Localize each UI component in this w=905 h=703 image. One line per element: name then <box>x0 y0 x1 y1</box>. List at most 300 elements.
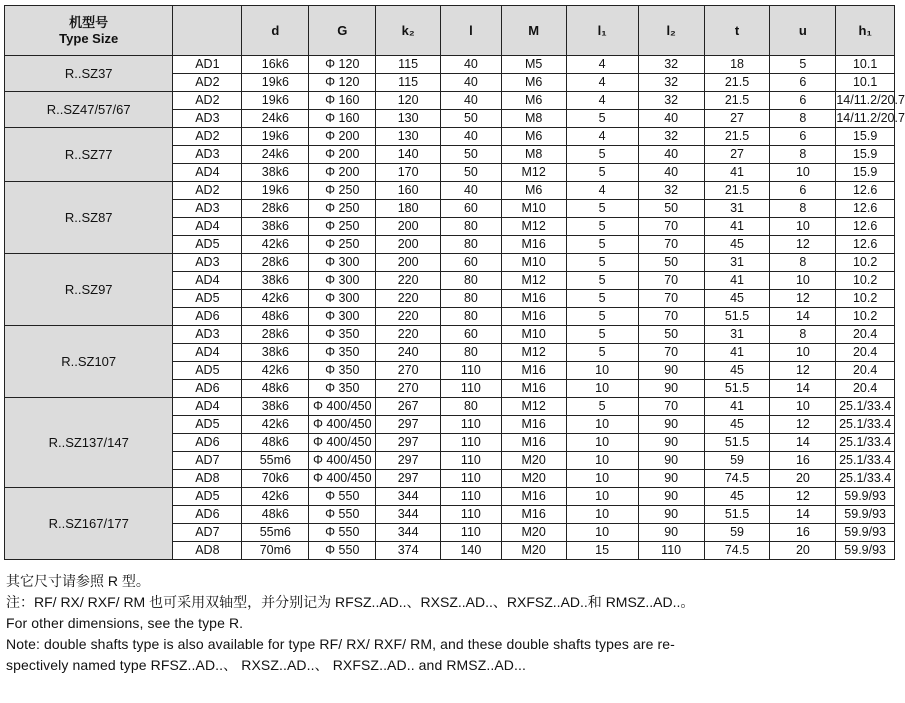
cell-g: Φ 350 <box>309 380 376 398</box>
cell-l2: 70 <box>638 308 704 326</box>
cell-d: 48k6 <box>242 308 309 326</box>
cell-u: 8 <box>770 110 836 128</box>
cell-h1: 12.6 <box>836 200 895 218</box>
cell-t: 21.5 <box>704 92 770 110</box>
cell-h1: 59.9/93 <box>836 524 895 542</box>
cell-h1: 12.6 <box>836 218 895 236</box>
cell-t: 74.5 <box>704 470 770 488</box>
cell-k2: 297 <box>376 452 441 470</box>
cell-l1: 10 <box>566 506 638 524</box>
cell-l1: 5 <box>566 164 638 182</box>
cell-t: 45 <box>704 416 770 434</box>
cell-g: Φ 550 <box>309 506 376 524</box>
cell-g: Φ 300 <box>309 254 376 272</box>
cell-l: 80 <box>441 236 502 254</box>
cell-g: Φ 160 <box>309 110 376 128</box>
cell-l1: 10 <box>566 434 638 452</box>
cell-d: 38k6 <box>242 344 309 362</box>
cell-l: 80 <box>441 272 502 290</box>
cell-variant: AD7 <box>173 524 242 542</box>
cell-l1: 10 <box>566 488 638 506</box>
cell-t: 51.5 <box>704 434 770 452</box>
col-header-l: l <box>441 6 502 56</box>
cell-d: 55m6 <box>242 452 309 470</box>
cell-l1: 4 <box>566 92 638 110</box>
cell-u: 8 <box>770 326 836 344</box>
cell-k2: 180 <box>376 200 441 218</box>
cell-u: 8 <box>770 254 836 272</box>
cell-l: 110 <box>441 524 502 542</box>
cell-d: 19k6 <box>242 182 309 200</box>
cell-k2: 140 <box>376 146 441 164</box>
dimensions-table <box>4 5 905 560</box>
cell-t: 51.5 <box>704 506 770 524</box>
cell-l2: 90 <box>638 434 704 452</box>
cell-h1: 25.1/33.4 <box>836 398 895 416</box>
cell-m: M12 <box>501 398 566 416</box>
cell-u: 6 <box>770 74 836 92</box>
cell-k2: 220 <box>376 290 441 308</box>
note-en-other-dimensions: For other dimensions, see the type R. <box>6 615 244 631</box>
cell-m: M12 <box>501 344 566 362</box>
cell-d: 70m6 <box>242 542 309 560</box>
cell-h1: 25.1/33.4 <box>836 470 895 488</box>
note-en-double-shaft-line2: spectively named type RFSZ..AD..、 RXSZ..AD..、 RXFSZ..AD.. and RMSZ..AD... <box>6 657 526 673</box>
cell-m: M16 <box>501 362 566 380</box>
cell-variant: AD5 <box>173 362 242 380</box>
cell-l: 110 <box>441 434 502 452</box>
cell-g: Φ 350 <box>309 344 376 362</box>
col-header-l2: l₂ <box>638 6 704 56</box>
cell-g: Φ 250 <box>309 218 376 236</box>
col-header-g: G <box>309 6 376 56</box>
cell-l2: 90 <box>638 416 704 434</box>
table-row <box>5 398 895 416</box>
col-header-l1: l₁ <box>566 6 638 56</box>
cell-l1: 5 <box>566 308 638 326</box>
cell-t: 31 <box>704 254 770 272</box>
cell-k2: 270 <box>376 362 441 380</box>
cell-h1: 12.6 <box>836 182 895 200</box>
cell-m: M6 <box>501 128 566 146</box>
table-row <box>5 488 895 506</box>
cell-d: 42k6 <box>242 362 309 380</box>
cell-t: 21.5 <box>704 128 770 146</box>
type-size-cell: R..SZ77 <box>5 128 173 182</box>
cell-l: 110 <box>441 416 502 434</box>
notes <box>6 571 896 676</box>
cell-l: 140 <box>441 542 502 560</box>
cell-variant: AD4 <box>173 218 242 236</box>
cell-variant: AD6 <box>173 506 242 524</box>
cell-l2: 90 <box>638 380 704 398</box>
cell-d: 28k6 <box>242 254 309 272</box>
cell-m: M6 <box>501 92 566 110</box>
cell-l: 110 <box>441 452 502 470</box>
cell-l1: 5 <box>566 272 638 290</box>
cell-h1: 15.9 <box>836 146 895 164</box>
cell-g: Φ 350 <box>309 326 376 344</box>
cell-g: Φ 250 <box>309 182 376 200</box>
cell-h1: 20.4 <box>836 326 895 344</box>
cell-u: 6 <box>770 128 836 146</box>
cell-d: 24k6 <box>242 110 309 128</box>
cell-variant: AD6 <box>173 380 242 398</box>
header-row <box>5 6 895 56</box>
cell-variant: AD1 <box>173 56 242 74</box>
cell-l: 60 <box>441 326 502 344</box>
cell-m: M16 <box>501 290 566 308</box>
cell-variant: AD2 <box>173 92 242 110</box>
cell-h1: 10.1 <box>836 74 895 92</box>
cell-d: 38k6 <box>242 164 309 182</box>
note-en-double-shaft-line1: Note: double shafts type is also available for type RF/ RX/ RXF/ RM, and these double shafts types are re- <box>6 636 675 652</box>
cell-variant: AD6 <box>173 308 242 326</box>
cell-m: M10 <box>501 200 566 218</box>
col-header-d: d <box>242 6 309 56</box>
cell-l: 80 <box>441 344 502 362</box>
cell-l: 40 <box>441 128 502 146</box>
cell-l2: 32 <box>638 56 704 74</box>
cell-d: 38k6 <box>242 272 309 290</box>
variant-header <box>173 6 242 56</box>
cell-m: M12 <box>501 272 566 290</box>
cell-l1: 5 <box>566 218 638 236</box>
cell-k2: 220 <box>376 272 441 290</box>
cell-m: M20 <box>501 452 566 470</box>
cell-h1: 15.9 <box>836 128 895 146</box>
cell-h1: 25.1/33.4 <box>836 434 895 452</box>
cell-l2: 50 <box>638 200 704 218</box>
cell-l1: 10 <box>566 524 638 542</box>
cell-l1: 5 <box>566 398 638 416</box>
cell-d: 42k6 <box>242 290 309 308</box>
cell-m: M6 <box>501 74 566 92</box>
cell-l1: 10 <box>566 452 638 470</box>
cell-d: 48k6 <box>242 380 309 398</box>
cell-d: 42k6 <box>242 236 309 254</box>
cell-t: 27 <box>704 146 770 164</box>
cell-l1: 5 <box>566 146 638 164</box>
cell-g: Φ 200 <box>309 128 376 146</box>
cell-l1: 4 <box>566 56 638 74</box>
cell-l1: 10 <box>566 416 638 434</box>
cell-variant: AD8 <box>173 542 242 560</box>
cell-k2: 200 <box>376 254 441 272</box>
cell-variant: AD2 <box>173 74 242 92</box>
cell-l1: 5 <box>566 200 638 218</box>
cell-l1: 5 <box>566 236 638 254</box>
cell-variant: AD5 <box>173 290 242 308</box>
cell-variant: AD4 <box>173 344 242 362</box>
cell-t: 41 <box>704 272 770 290</box>
cell-l1: 4 <box>566 128 638 146</box>
cell-u: 20 <box>770 542 836 560</box>
cell-k2: 267 <box>376 398 441 416</box>
cell-g: Φ 400/450 <box>309 416 376 434</box>
cell-u: 16 <box>770 452 836 470</box>
cell-u: 10 <box>770 272 836 290</box>
cell-h1: 59.9/93 <box>836 488 895 506</box>
cell-l2: 40 <box>638 164 704 182</box>
cell-l1: 5 <box>566 290 638 308</box>
cell-m: M10 <box>501 254 566 272</box>
cell-l1: 4 <box>566 74 638 92</box>
cell-g: Φ 250 <box>309 236 376 254</box>
cell-h1: 20.4 <box>836 380 895 398</box>
cell-g: Φ 300 <box>309 272 376 290</box>
cell-h1: 14/11.2/20.7 <box>836 110 895 128</box>
cell-m: M20 <box>501 524 566 542</box>
cell-l2: 40 <box>638 110 704 128</box>
cell-h1: 59.9/93 <box>836 506 895 524</box>
cell-t: 45 <box>704 488 770 506</box>
cell-u: 14 <box>770 308 836 326</box>
cell-g: Φ 400/450 <box>309 434 376 452</box>
note-cn-double-shaft: 注：RF/ RX/ RXF/ RM 也可采用双轴型，并分别记为 RFSZ..AD..、RXSZ..AD..、RXFSZ..AD..和 RMSZ..AD..。 <box>6 594 695 610</box>
cell-g: Φ 400/450 <box>309 398 376 416</box>
cell-variant: AD2 <box>173 182 242 200</box>
cell-t: 21.5 <box>704 182 770 200</box>
cell-g: Φ 550 <box>309 488 376 506</box>
type-size-cell: R..SZ107 <box>5 326 173 398</box>
cell-variant: AD5 <box>173 416 242 434</box>
cell-u: 10 <box>770 344 836 362</box>
cell-t: 31 <box>704 326 770 344</box>
cell-l1: 5 <box>566 110 638 128</box>
cell-d: 16k6 <box>242 56 309 74</box>
cell-t: 45 <box>704 236 770 254</box>
type-size-cell: R..SZ87 <box>5 182 173 254</box>
cell-l: 110 <box>441 470 502 488</box>
table-body <box>5 56 905 560</box>
cell-u: 16 <box>770 524 836 542</box>
cell-m: M5 <box>501 56 566 74</box>
cell-u: 12 <box>770 416 836 434</box>
cell-variant: AD3 <box>173 146 242 164</box>
cell-g: Φ 120 <box>309 74 376 92</box>
cell-variant: AD3 <box>173 110 242 128</box>
cell-m: M20 <box>501 542 566 560</box>
cell-l1: 10 <box>566 380 638 398</box>
cell-h1: 25.1/33.4 <box>836 452 895 470</box>
cell-l2: 110 <box>638 542 704 560</box>
cell-l2: 90 <box>638 452 704 470</box>
col-header-h1: h₁ <box>836 6 895 56</box>
cell-d: 48k6 <box>242 434 309 452</box>
cell-l1: 10 <box>566 470 638 488</box>
cell-g: Φ 200 <box>309 146 376 164</box>
cell-k2: 297 <box>376 416 441 434</box>
cell-m: M12 <box>501 164 566 182</box>
type-size-cell: R..SZ167/177 <box>5 488 173 560</box>
cell-m: M16 <box>501 506 566 524</box>
cell-l: 110 <box>441 362 502 380</box>
cell-h1: 59.9/93 <box>836 542 895 560</box>
cell-t: 18 <box>704 56 770 74</box>
cell-l: 110 <box>441 506 502 524</box>
cell-h1: 10.1 <box>836 56 895 74</box>
cell-k2: 130 <box>376 110 441 128</box>
cell-d: 28k6 <box>242 326 309 344</box>
cell-l2: 90 <box>638 470 704 488</box>
cell-l2: 70 <box>638 218 704 236</box>
cell-m: M8 <box>501 146 566 164</box>
cell-g: Φ 550 <box>309 524 376 542</box>
cell-k2: 374 <box>376 542 441 560</box>
cell-l: 40 <box>441 74 502 92</box>
cell-d: 38k6 <box>242 218 309 236</box>
cell-k2: 344 <box>376 506 441 524</box>
cell-u: 10 <box>770 398 836 416</box>
cell-d: 55m6 <box>242 524 309 542</box>
cell-k2: 220 <box>376 326 441 344</box>
cell-variant: AD5 <box>173 488 242 506</box>
cell-h1: 20.4 <box>836 362 895 380</box>
cell-t: 59 <box>704 524 770 542</box>
cell-d: 24k6 <box>242 146 309 164</box>
cell-g: Φ 400/450 <box>309 470 376 488</box>
cell-m: M16 <box>501 434 566 452</box>
cell-d: 19k6 <box>242 74 309 92</box>
col-header-m: M <box>501 6 566 56</box>
cell-variant: AD4 <box>173 164 242 182</box>
cell-t: 27 <box>704 110 770 128</box>
type-size-cell: R..SZ97 <box>5 254 173 326</box>
type-size-cell: R..SZ37 <box>5 56 173 92</box>
cell-u: 14 <box>770 380 836 398</box>
cell-u: 12 <box>770 488 836 506</box>
cell-variant: AD3 <box>173 200 242 218</box>
cell-t: 45 <box>704 362 770 380</box>
cell-k2: 170 <box>376 164 441 182</box>
cell-k2: 120 <box>376 92 441 110</box>
cell-variant: AD3 <box>173 326 242 344</box>
cell-h1: 10.2 <box>836 272 895 290</box>
cell-l: 80 <box>441 290 502 308</box>
cell-t: 51.5 <box>704 380 770 398</box>
cell-l: 80 <box>441 398 502 416</box>
cell-l: 110 <box>441 380 502 398</box>
cell-t: 31 <box>704 200 770 218</box>
cell-t: 41 <box>704 344 770 362</box>
cell-variant: AD5 <box>173 236 242 254</box>
cell-l2: 90 <box>638 524 704 542</box>
cell-l: 110 <box>441 488 502 506</box>
cell-l: 60 <box>441 200 502 218</box>
cell-g: Φ 120 <box>309 56 376 74</box>
cell-l2: 90 <box>638 488 704 506</box>
cell-u: 14 <box>770 506 836 524</box>
cell-u: 6 <box>770 182 836 200</box>
cell-l: 50 <box>441 164 502 182</box>
cell-l: 40 <box>441 56 502 74</box>
cell-l2: 50 <box>638 254 704 272</box>
cell-t: 59 <box>704 452 770 470</box>
cell-d: 48k6 <box>242 506 309 524</box>
table-row <box>5 128 895 146</box>
cell-g: Φ 250 <box>309 200 376 218</box>
cell-l: 40 <box>441 182 502 200</box>
type-size-header <box>5 6 173 56</box>
cell-m: M10 <box>501 326 566 344</box>
cell-h1: 25.1/33.4 <box>836 416 895 434</box>
cell-m: M16 <box>501 488 566 506</box>
cell-l2: 70 <box>638 236 704 254</box>
cell-g: Φ 160 <box>309 92 376 110</box>
cell-l2: 90 <box>638 506 704 524</box>
cell-h1: 15.9 <box>836 164 895 182</box>
col-header-t: t <box>704 6 770 56</box>
cell-u: 12 <box>770 236 836 254</box>
cell-l: 60 <box>441 254 502 272</box>
cell-k2: 220 <box>376 308 441 326</box>
cell-t: 51.5 <box>704 308 770 326</box>
cell-l2: 50 <box>638 326 704 344</box>
cell-l: 80 <box>441 218 502 236</box>
cell-m: M16 <box>501 308 566 326</box>
cell-t: 21.5 <box>704 74 770 92</box>
cell-m: M16 <box>501 380 566 398</box>
cell-k2: 115 <box>376 74 441 92</box>
cell-variant: AD2 <box>173 128 242 146</box>
cell-h1: 20.4 <box>836 344 895 362</box>
cell-l2: 70 <box>638 290 704 308</box>
cell-m: M8 <box>501 110 566 128</box>
cell-g: Φ 400/450 <box>309 452 376 470</box>
cell-variant: AD6 <box>173 434 242 452</box>
cell-variant: AD8 <box>173 470 242 488</box>
cell-u: 8 <box>770 200 836 218</box>
cell-k2: 130 <box>376 128 441 146</box>
cell-u: 5 <box>770 56 836 74</box>
cell-g: Φ 350 <box>309 362 376 380</box>
cell-l1: 5 <box>566 344 638 362</box>
cell-t: 74.5 <box>704 542 770 560</box>
cell-g: Φ 550 <box>309 542 376 560</box>
type-size-cell: R..SZ47/57/67 <box>5 92 173 128</box>
table-row <box>5 56 895 74</box>
cell-h1: 10.2 <box>836 290 895 308</box>
cell-l: 50 <box>441 110 502 128</box>
cell-l1: 15 <box>566 542 638 560</box>
cell-h1: 12.6 <box>836 236 895 254</box>
cell-l: 40 <box>441 92 502 110</box>
cell-l2: 32 <box>638 74 704 92</box>
col-header-k2: k₂ <box>376 6 441 56</box>
cell-m: M20 <box>501 470 566 488</box>
cell-variant: AD3 <box>173 254 242 272</box>
cell-d: 42k6 <box>242 416 309 434</box>
note-cn-other-dimensions: 其它尺寸请参照 R 型。 <box>6 573 150 589</box>
cell-m: M16 <box>501 416 566 434</box>
cell-d: 38k6 <box>242 398 309 416</box>
cell-k2: 200 <box>376 236 441 254</box>
table-row <box>5 326 895 344</box>
table-row <box>5 254 895 272</box>
cell-k2: 200 <box>376 218 441 236</box>
cell-g: Φ 300 <box>309 290 376 308</box>
cell-m: M12 <box>501 218 566 236</box>
cell-u: 12 <box>770 290 836 308</box>
cell-variant: AD7 <box>173 452 242 470</box>
cell-t: 41 <box>704 164 770 182</box>
cell-l2: 32 <box>638 128 704 146</box>
type-size-header-cn: 机型号 <box>69 14 109 30</box>
table-row <box>5 182 895 200</box>
cell-g: Φ 300 <box>309 308 376 326</box>
cell-k2: 240 <box>376 344 441 362</box>
